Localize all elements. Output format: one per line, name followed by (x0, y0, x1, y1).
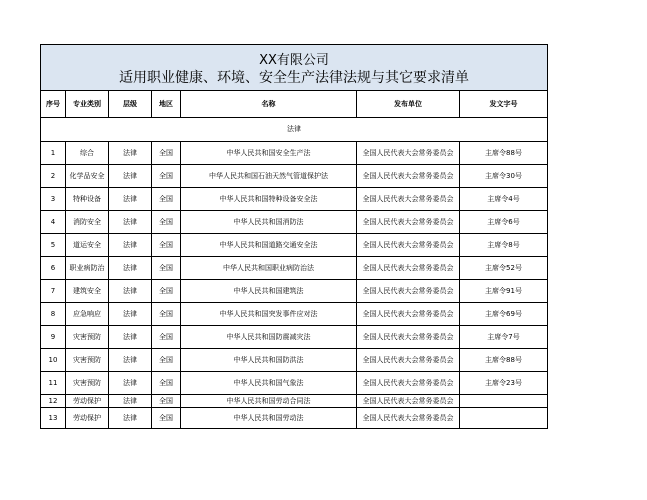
cell-no[interactable]: 9 (41, 326, 66, 349)
cell-category[interactable]: 道运安全 (66, 234, 109, 257)
cell-category[interactable]: 灾害预防 (66, 372, 109, 395)
cell-issuer[interactable]: 全国人民代表大会常务委员会 (357, 395, 460, 408)
cell-name[interactable]: 中华人民共和国建筑法 (181, 280, 357, 303)
table-row (41, 234, 548, 257)
cell-doc-no[interactable] (460, 408, 548, 429)
cell-no[interactable]: 10 (41, 349, 66, 372)
table-row (41, 257, 548, 280)
cell-name[interactable]: 中华人民共和国特种设备安全法 (181, 188, 357, 211)
table-row (41, 165, 548, 188)
header-category[interactable]: 专业类别 (66, 91, 109, 118)
cell-region[interactable]: 全国 (152, 165, 181, 188)
cell-doc-no[interactable] (460, 395, 548, 408)
cell-no[interactable]: 2 (41, 165, 66, 188)
cell-no[interactable]: 1 (41, 142, 66, 165)
cell-category[interactable]: 综合 (66, 142, 109, 165)
cell-issuer[interactable]: 全国人民代表大会常务委员会 (357, 372, 460, 395)
cell-name[interactable]: 中华人民共和国石油天然气管道保护法 (181, 165, 357, 188)
cell-name[interactable]: 中华人民共和国劳动法 (181, 408, 357, 429)
cell-region[interactable]: 全国 (152, 280, 181, 303)
cell-issuer[interactable]: 全国人民代表大会常务委员会 (357, 188, 460, 211)
cell-category[interactable]: 特种设备 (66, 188, 109, 211)
cell-level[interactable]: 法律 (109, 257, 152, 280)
cell-doc-no[interactable]: 主席令4号 (460, 188, 548, 211)
cell-doc-no[interactable]: 主席令91号 (460, 280, 548, 303)
cell-no[interactable]: 4 (41, 211, 66, 234)
cell-category[interactable]: 建筑安全 (66, 280, 109, 303)
cell-region[interactable]: 全国 (152, 326, 181, 349)
cell-doc-no[interactable]: 主席令23号 (460, 372, 548, 395)
cell-region[interactable]: 全国 (152, 211, 181, 234)
cell-region[interactable]: 全国 (152, 142, 181, 165)
cell-category[interactable]: 劳动保护 (66, 395, 109, 408)
cell-issuer[interactable]: 全国人民代表大会常务委员会 (357, 211, 460, 234)
cell-issuer[interactable]: 全国人民代表大会常务委员会 (357, 165, 460, 188)
cell-category[interactable]: 应急响应 (66, 303, 109, 326)
cell-category[interactable]: 消防安全 (66, 211, 109, 234)
cell-level[interactable]: 法律 (109, 188, 152, 211)
cell-issuer[interactable]: 全国人民代表大会常务委员会 (357, 303, 460, 326)
cell-doc-no[interactable]: 主席令52号 (460, 257, 548, 280)
table-row (41, 326, 548, 349)
cell-name[interactable]: 中华人民共和国气象法 (181, 372, 357, 395)
cell-issuer[interactable]: 全国人民代表大会常务委员会 (357, 142, 460, 165)
cell-name[interactable]: 中华人民共和国消防法 (181, 211, 357, 234)
cell-doc-no[interactable]: 主席令88号 (460, 142, 548, 165)
cell-doc-no[interactable]: 主席令6号 (460, 211, 548, 234)
cell-level[interactable]: 法律 (109, 395, 152, 408)
header-doc-no[interactable]: 发文字号 (460, 91, 548, 118)
cell-region[interactable]: 全国 (152, 303, 181, 326)
cell-issuer[interactable]: 全国人民代表大会常务委员会 (357, 349, 460, 372)
header-issuer[interactable]: 发布单位 (357, 91, 460, 118)
table-row (41, 395, 548, 408)
table-row (41, 372, 548, 395)
cell-no[interactable]: 3 (41, 188, 66, 211)
header-row (41, 91, 548, 118)
table-row (41, 211, 548, 234)
cell-name[interactable]: 中华人民共和国职业病防治法 (181, 257, 357, 280)
header-no[interactable]: 序号 (41, 91, 66, 118)
header-region[interactable]: 地区 (152, 91, 181, 118)
cell-doc-no[interactable]: 主席令30号 (460, 165, 548, 188)
cell-category[interactable]: 灾害预防 (66, 349, 109, 372)
cell-region[interactable]: 全国 (152, 257, 181, 280)
cell-category[interactable]: 劳动保护 (66, 408, 109, 429)
cell-level[interactable]: 法律 (109, 372, 152, 395)
cell-doc-no[interactable]: 主席令7号 (460, 326, 548, 349)
cell-region[interactable]: 全国 (152, 234, 181, 257)
cell-level[interactable]: 法律 (109, 408, 152, 429)
cell-issuer[interactable]: 全国人民代表大会常务委员会 (357, 234, 460, 257)
section-heading[interactable]: 法律 (41, 118, 548, 142)
cell-issuer[interactable]: 全国人民代表大会常务委员会 (357, 257, 460, 280)
cell-category[interactable]: 化学品安全 (66, 165, 109, 188)
cell-issuer[interactable]: 全国人民代表大会常务委员会 (357, 408, 460, 429)
cell-region[interactable]: 全国 (152, 408, 181, 429)
cell-level[interactable]: 法律 (109, 326, 152, 349)
cell-issuer[interactable]: 全国人民代表大会常务委员会 (357, 280, 460, 303)
cell-region[interactable]: 全国 (152, 395, 181, 408)
cell-level[interactable]: 法律 (109, 303, 152, 326)
cell-level[interactable]: 法律 (109, 280, 152, 303)
cell-no[interactable]: 7 (41, 280, 66, 303)
cell-name[interactable]: 中华人民共和国防洪法 (181, 349, 357, 372)
cell-level[interactable]: 法律 (109, 142, 152, 165)
cell-no[interactable]: 13 (41, 408, 66, 429)
cell-level[interactable]: 法律 (109, 211, 152, 234)
cell-no[interactable]: 12 (41, 395, 66, 408)
table-row (41, 188, 548, 211)
regulations-table (40, 44, 548, 429)
cell-no[interactable]: 11 (41, 372, 66, 395)
cell-name[interactable]: 中华人民共和国劳动合同法 (181, 395, 357, 408)
cell-region[interactable]: 全国 (152, 188, 181, 211)
cell-category[interactable]: 职业病防治 (66, 257, 109, 280)
cell-region[interactable]: 全国 (152, 372, 181, 395)
cell-name[interactable]: 中华人民共和国防震减灾法 (181, 326, 357, 349)
cell-category[interactable]: 灾害预防 (66, 326, 109, 349)
cell-no[interactable]: 8 (41, 303, 66, 326)
cell-no[interactable]: 5 (41, 234, 66, 257)
table-row (41, 280, 548, 303)
section-row (41, 118, 548, 142)
header-level[interactable]: 层级 (109, 91, 152, 118)
header-name[interactable]: 名称 (181, 91, 357, 118)
cell-doc-no[interactable]: 主席令69号 (460, 303, 548, 326)
title-row (41, 45, 548, 91)
cell-doc-no[interactable]: 主席令8号 (460, 234, 548, 257)
cell-doc-no[interactable]: 主席令88号 (460, 349, 548, 372)
title-cell[interactable] (41, 45, 548, 91)
cell-level[interactable]: 法律 (109, 349, 152, 372)
table-row (41, 142, 548, 165)
cell-level[interactable]: 法律 (109, 165, 152, 188)
cell-name[interactable]: 中华人民共和国道路交通安全法 (181, 234, 357, 257)
cell-issuer[interactable]: 全国人民代表大会常务委员会 (357, 326, 460, 349)
table-row (41, 303, 548, 326)
cell-level[interactable]: 法律 (109, 234, 152, 257)
table-row (41, 408, 548, 429)
company-title: XX有限公司 (259, 52, 329, 68)
cell-name[interactable]: 中华人民共和国突发事件应对法 (181, 303, 357, 326)
document-title: 适用职业健康、环境、安全生产法律法规与其它要求清单 (119, 69, 469, 86)
cell-region[interactable]: 全国 (152, 349, 181, 372)
cell-no[interactable]: 6 (41, 257, 66, 280)
cell-name[interactable]: 中华人民共和国安全生产法 (181, 142, 357, 165)
table-row (41, 349, 548, 372)
